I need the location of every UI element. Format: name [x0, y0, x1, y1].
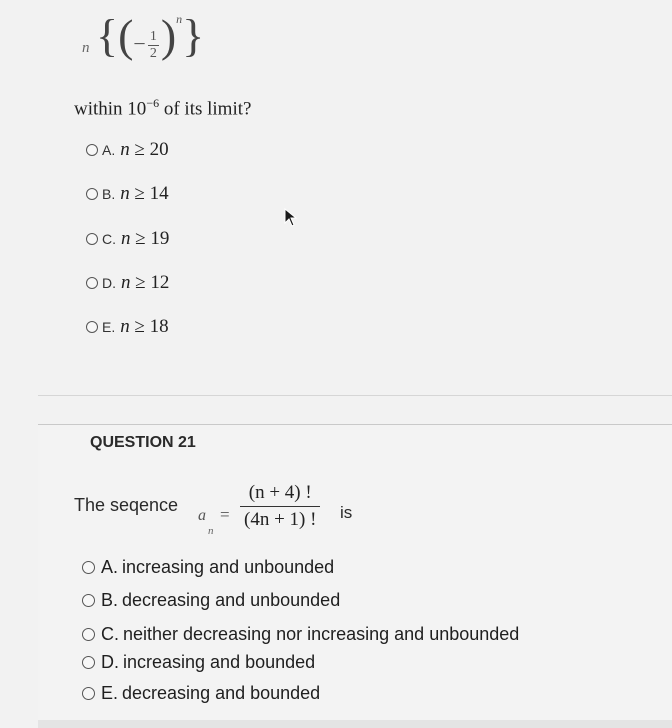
option-letter: C.	[101, 624, 119, 644]
option-letter: E.	[101, 683, 119, 703]
option-var: n	[120, 316, 130, 337]
option-value	[121, 228, 169, 250]
within-suffix: of its limit?	[159, 98, 252, 120]
radio-button[interactable]	[86, 188, 98, 200]
option-text: increasing and bounded	[123, 652, 316, 672]
option-relation: ≥ 19	[135, 228, 170, 249]
q21-option-a[interactable]	[82, 557, 334, 578]
option-letter: A.	[101, 557, 119, 577]
sequence-subscript: n	[208, 525, 214, 537]
option-relation: ≥ 18	[134, 316, 169, 337]
sequence-symbol: a	[198, 507, 206, 524]
radio-button[interactable]	[86, 233, 98, 245]
fraction-numerator: 1	[149, 29, 157, 45]
q21-option-d[interactable]	[82, 652, 315, 673]
fragment-index-var: n	[82, 40, 90, 56]
radio-button[interactable]	[86, 144, 98, 156]
left-brace: {	[96, 10, 119, 61]
fraction-denominator: 2	[149, 46, 157, 62]
radio-button[interactable]	[86, 277, 98, 289]
equals-sign: =	[220, 505, 230, 524]
option-var: n	[121, 272, 131, 293]
right-paren: )	[160, 10, 177, 61]
option-letter: D.	[102, 275, 116, 291]
option-relation: ≥ 12	[135, 272, 170, 293]
q20-option-e[interactable]	[86, 316, 169, 338]
section-divider	[38, 395, 672, 396]
option-letter: D.	[101, 652, 119, 672]
radio-button[interactable]	[86, 321, 98, 333]
option-value	[121, 272, 169, 294]
radio-button[interactable]	[82, 656, 95, 669]
fragment-expression: {(− $\frac{1}{2}$ )$^n$}	[96, 10, 205, 62]
option-relation: ≥ 20	[134, 139, 169, 160]
question21-title: QUESTION 21	[90, 434, 196, 451]
left-paren: (	[118, 10, 134, 61]
sequence-numerator: (n + 4) !	[240, 482, 320, 507]
option-value	[120, 139, 168, 161]
fraction	[148, 29, 159, 62]
radio-button[interactable]	[82, 561, 95, 574]
within-text: within 10	[74, 98, 147, 120]
option-text: neither decreasing nor increasing and unbounded	[123, 624, 520, 644]
option-text: increasing and unbounded	[122, 557, 335, 577]
question21-prompt-end: is	[340, 503, 353, 522]
exponent: n	[176, 12, 183, 26]
option-letter: C.	[102, 231, 116, 247]
q21-option-e[interactable]	[82, 683, 320, 704]
option-relation: ≥ 14	[134, 183, 169, 204]
radio-button[interactable]	[82, 594, 95, 607]
option-letter: B.	[101, 590, 119, 610]
question20-prompt	[74, 96, 251, 120]
q20-option-c[interactable]	[86, 228, 169, 250]
radio-button[interactable]	[82, 628, 95, 641]
option-var: n	[120, 183, 130, 204]
q20-option-b[interactable]	[86, 183, 169, 205]
sequence-fraction	[240, 482, 320, 531]
radio-button[interactable]	[82, 687, 95, 700]
option-text: decreasing and unbounded	[122, 590, 341, 610]
bottom-divider	[38, 720, 672, 728]
q20-option-d[interactable]	[86, 272, 169, 294]
question21-prompt-start: The seqence	[74, 495, 179, 515]
option-letter: A.	[102, 142, 116, 158]
option-letter: B.	[102, 186, 116, 202]
sequence-denominator: (4n + 1) !	[244, 509, 317, 530]
right-brace: }	[182, 10, 205, 61]
option-letter: E.	[102, 319, 116, 335]
q21-option-c[interactable]	[82, 624, 519, 645]
option-value	[120, 183, 168, 205]
mouse-pointer-icon	[283, 208, 299, 228]
option-value	[120, 316, 168, 338]
option-text: decreasing and bounded	[122, 683, 321, 703]
option-var: n	[121, 228, 131, 249]
q20-option-a[interactable]	[86, 139, 169, 161]
within-exponent: −6	[146, 96, 160, 110]
option-var: n	[120, 139, 130, 160]
q21-option-b[interactable]	[82, 590, 340, 611]
